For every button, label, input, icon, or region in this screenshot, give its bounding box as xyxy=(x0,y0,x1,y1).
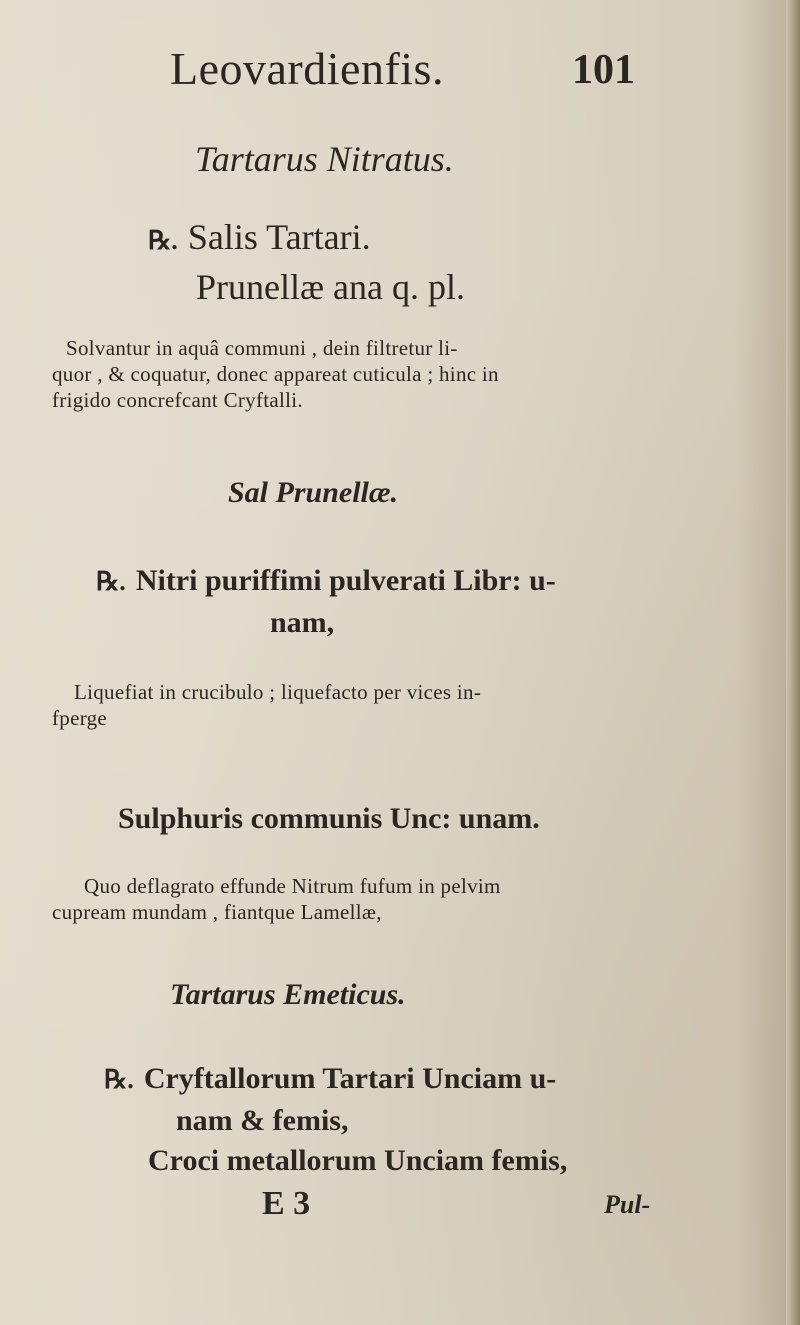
ingredient-text: Nitri puriffimi pulverati Libr: u- xyxy=(135,564,556,597)
ingredient-text: Cryftallorum Tartari Unciam u- xyxy=(143,1062,557,1095)
ingredient-text: Salis Tartari. xyxy=(187,217,371,257)
instruction-line: cupream mundam , fiantque Lamellæ, xyxy=(52,900,382,924)
ingredient-line: Sulphuris communis Unc: unam. xyxy=(118,802,540,835)
instruction-line: quor , & coquatur, donec appareat cuticula ; hinc in xyxy=(52,362,499,386)
page-edge xyxy=(786,0,800,1325)
instruction-line: fperge xyxy=(52,706,108,730)
recipe-title-sal-prunellae: Sal Prunellæ. xyxy=(228,476,399,509)
instruction-line: Quo deflagrato effunde Nitrum fufum in pelvim xyxy=(84,874,501,898)
recipe-title-tartarus-nitratus: Tartarus Nitratus. xyxy=(195,139,454,179)
signature-mark: E 3 xyxy=(262,1185,311,1222)
instruction-line: Solvantur in aquâ communi , dein filtretur li- xyxy=(66,336,458,360)
instruction-line: frigido concrefcant Cryftalli. xyxy=(52,388,303,412)
recipe-symbol: ℞. xyxy=(96,567,126,596)
recipe-symbol: ℞. xyxy=(148,226,178,255)
ingredient-line xyxy=(104,1062,556,1096)
instruction-line: Liquefiat in crucibulo ; liquefacto per vices in- xyxy=(74,680,482,704)
page-number: 101 xyxy=(572,47,635,93)
recipe-symbol: ℞. xyxy=(104,1065,134,1094)
catchword: Pul- xyxy=(604,1190,651,1219)
ingredient-line: nam & femis, xyxy=(176,1104,349,1137)
ingredient-line xyxy=(148,216,371,258)
ingredient-line: Prunellæ ana q. pl. xyxy=(196,267,465,307)
ingredient-line: nam, xyxy=(270,606,335,639)
recipe-title-tartarus-emeticus: Tartarus Emeticus. xyxy=(170,978,406,1011)
running-head: Leovardienfis. xyxy=(170,43,444,94)
ingredient-line: Croci metallorum Unciam femis, xyxy=(148,1144,568,1177)
ingredient-line xyxy=(96,564,556,598)
